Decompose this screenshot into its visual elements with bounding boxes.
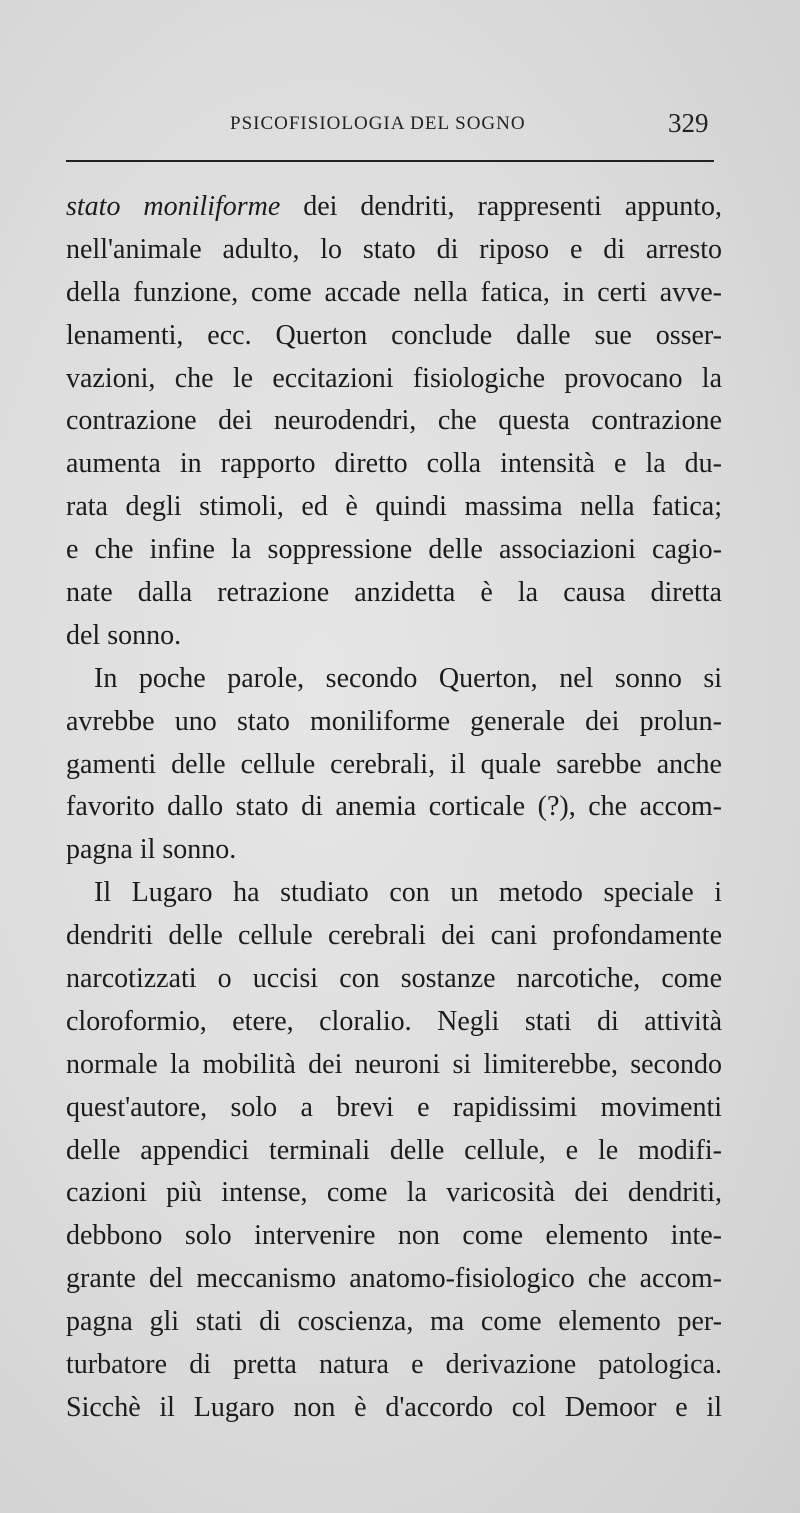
- running-head-title: PSICOFISIOLOGIA DEL SOGNO: [230, 113, 526, 134]
- text-line: delle appendici terminali delle cellule, e le modifi-: [66, 1134, 722, 1166]
- text-line-rest: dei dendriti, rappresenti appunto,: [280, 191, 722, 222]
- text-line: debbono solo intervenire non come elemento inte-: [66, 1220, 722, 1252]
- page-number: 329: [668, 108, 709, 138]
- text-line: nell'animale adulto, lo stato di riposo e di arresto: [66, 233, 722, 265]
- italic-phrase: stato moniliforme: [66, 191, 281, 222]
- text-line: contrazione dei neurodendri, che questa contrazione: [66, 405, 722, 437]
- text-line: normale la mobilità dei neuroni si limiterebbe, secondo: [66, 1048, 722, 1080]
- text-line: dendriti delle cellule cerebrali dei cani profondamente: [66, 920, 722, 952]
- text-line: narcotizzati o uccisi con sostanze narcotiche, come: [66, 963, 722, 995]
- paragraph-end-line: del sonno.: [66, 619, 182, 651]
- text-line: quest'autore, solo a brevi e rapidissimi movimenti: [66, 1091, 722, 1123]
- text-line: gamenti delle cellule cerebrali, il quale sarebbe anche: [66, 748, 722, 780]
- text-line: [66, 186, 722, 229]
- text-line: della funzione, come accade nella fatica, in certi avve-: [66, 276, 722, 308]
- text-line: vazioni, che le eccitazioni fisiologiche provocano la: [66, 362, 722, 394]
- text-line: pagna gli stati di coscienza, ma come elemento per-: [66, 1306, 722, 1338]
- text-line: cloroformio, etere, cloralio. Negli stati di attività: [66, 1005, 722, 1037]
- text-line: avrebbe uno stato moniliforme generale dei prolun-: [66, 705, 722, 737]
- text-line: lenamenti, ecc. Querton conclude dalle sue osser-: [66, 319, 722, 351]
- paragraph-end-line: pagna il sonno.: [66, 834, 237, 866]
- header-rule: [66, 160, 714, 162]
- text-line: favorito dallo stato di anemia corticale (?), che accom-: [66, 791, 722, 823]
- paragraph-start-line: Il Lugaro ha studiato con un metodo speciale i: [94, 877, 722, 909]
- text-line: nate dalla retrazione anzidetta è la causa diretta: [66, 577, 722, 609]
- paragraph-start-line: In poche parole, secondo Querton, nel sonno si: [94, 662, 722, 694]
- text-line: e che infine la soppressione delle associazioni cagio-: [66, 534, 722, 566]
- text-line: rata degli stimoli, ed è quindi massima nella fatica;: [66, 491, 722, 523]
- body-text: [66, 186, 722, 1430]
- text-line: aumenta in rapporto diretto colla intensità e la du-: [66, 448, 722, 480]
- text-line: Sicchè il Lugaro non è d'accordo col Demoor e il: [66, 1391, 722, 1423]
- text-line: grante del meccanismo anatomo-fisiologico che accom-: [66, 1263, 722, 1295]
- text-line: turbatore di pretta natura e derivazione patologica.: [66, 1349, 722, 1381]
- text-line: cazioni più intense, come la varicosità dei dendriti,: [66, 1177, 722, 1209]
